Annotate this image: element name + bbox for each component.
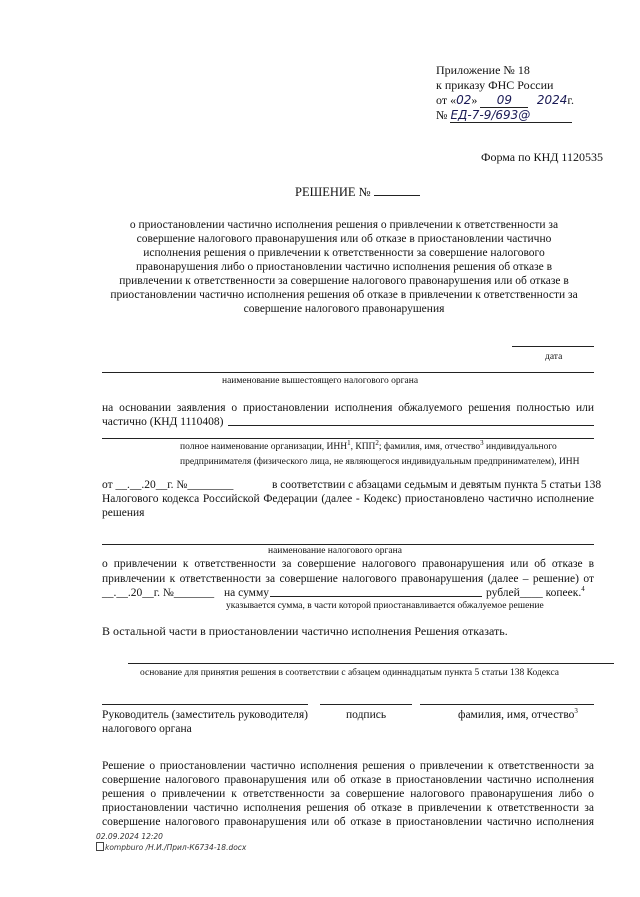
org-caption-line-1 — [180, 438, 557, 453]
head-title-line-1: Руководитель (заместитель руководителя) — [102, 709, 308, 721]
name-caption-text: фамилия, имя, отчество — [458, 709, 575, 721]
org-caption-line-2: предпринимателя (физического лица, не являющегося индивидуальным предпринимателем), ИНН — [180, 457, 580, 467]
decision-clause-line-3c — [486, 586, 585, 600]
head-title-line-2: налогового органа — [102, 723, 192, 735]
name-caption — [458, 708, 578, 722]
closing-line-2: совершение налогового правонарушения или об отказе в приостановлении частично исполнения — [102, 774, 594, 786]
appendix-order: к приказу ФНС России — [436, 78, 554, 92]
closing-line-4: приостановлении частично исполнения решения об отказе в привлечении к ответственности за — [102, 802, 594, 814]
subtitle-line-5: привлечении к ответственности за совершение налогового правонарушения или об отказе в — [119, 275, 569, 287]
rubles-kopecks: рублей____ копеек. — [486, 587, 582, 599]
footnote-3-signature: 3 — [574, 707, 578, 716]
closing-line-1: Решение о приостановлении частично исполнения решения о привлечении к ответственности за — [102, 760, 594, 772]
appendix-title: Приложение № 18 — [436, 63, 530, 77]
number-handwritten: ЕД-7-9/693@ — [450, 108, 531, 122]
refusal-text: В остальной части в приостановлении частично исполнения Решения отказать. — [102, 624, 508, 638]
decision-clause-line-3b: на сумму — [224, 587, 269, 599]
document-icon — [96, 842, 104, 851]
subtitle-line-1: о приостановлении частично исполнения решения о привлечении к ответственности за — [129, 219, 559, 231]
decision-title-text: РЕШЕНИЕ № — [295, 185, 371, 199]
date-day-handwritten: 02 — [456, 93, 472, 107]
org-caption-a: полное наименование организации, ИНН — [180, 442, 348, 452]
subtitle-line-4: правонарушения либо о приостановлении частично исполнения решения об отказе в — [135, 261, 553, 273]
subtitle-line-3: исполнения решения о привлечении к ответственности за совершение налогового — [143, 247, 545, 259]
decision-title — [295, 185, 420, 199]
footer-date: 02.09.2024 12:20 — [96, 832, 163, 841]
date-caption: дата — [545, 352, 563, 362]
date-year-handwritten: 2024 — [536, 93, 568, 107]
from-clause-line-3: решения — [102, 507, 145, 519]
org-caption-c: ; фамилия, имя, отчество — [378, 442, 481, 452]
subtitle-line-2: совершение налогового правонарушения или об отказе в приостановлении частично — [136, 233, 552, 245]
subtitle-line-7: совершение налогового правонарушения — [243, 303, 445, 315]
from-clause-line-2: Налогового кодекса Российской Федерации (далее - Кодекс) приостановлено частично исполнение — [102, 493, 594, 505]
from-clause-line-1a: от __.__.20__г. №________ — [102, 479, 234, 491]
appendix-date — [436, 93, 574, 108]
appendix-number — [436, 108, 572, 123]
tax-authority-line — [102, 544, 594, 545]
higher-authority-line — [102, 372, 594, 373]
signature-line — [320, 704, 412, 705]
from-clause-line-1b: в соответствии с абзацами седьмым и девятым пункта 5 статьи 138 — [272, 479, 602, 491]
tax-authority-caption: наименование налогового органа — [268, 546, 402, 556]
date-month-handwritten: 09 — [496, 93, 513, 107]
form-code: Форма по КНД 1120535 — [481, 150, 603, 164]
decision-clause-line-1: о привлечении к ответственности за совершение налогового правонарушения или об отказе в — [102, 558, 594, 570]
basis-line-2: частично (КНД 1110408) — [102, 416, 224, 428]
date-suffix: г. — [567, 93, 574, 107]
sum-caption: указывается сумма, в части которой приостанавливается обжалуемое решение — [226, 601, 544, 611]
footer-path-text: kompburo /Н.И./Прил-К6734-18.docx — [105, 843, 247, 852]
footer-path — [96, 842, 246, 852]
date-prefix: от « — [436, 93, 457, 107]
decision-clause-line-3a: __.__.20__г. №_______ — [102, 587, 215, 599]
basis-line-1: на основании заявления о приостановлении исполнения обжалуемого решения полностью или — [102, 402, 594, 414]
footnote-4: 4 — [581, 585, 585, 594]
higher-authority-caption: наименование вышестоящего налогового органа — [222, 376, 419, 386]
footnote-3: 3 — [480, 438, 484, 447]
refusal-caption: основание для принятия решения в соответствии с абзацем одиннадцатым пункта 5 статьи 138 Кодекса — [140, 668, 559, 678]
head-title-line — [102, 704, 308, 705]
footnote-2: 2 — [375, 438, 379, 447]
date-mid: » — [471, 93, 478, 107]
decision-number-blank — [374, 185, 420, 196]
name-line — [420, 704, 594, 705]
sum-fill-line — [270, 596, 482, 597]
org-caption-b: , КПП — [350, 442, 376, 452]
date-line — [512, 346, 594, 347]
subtitle-line-6: приостановлении частично исполнения решения об отказе в привлечении к ответственности за — [110, 289, 578, 301]
footnote-1: 1 — [347, 438, 351, 447]
closing-line-5: совершение налогового правонарушения или об отказе в приостановлении частично исполнения — [102, 816, 594, 828]
refusal-basis-line — [128, 663, 614, 664]
org-caption-d: индивидуального — [483, 442, 557, 452]
signature-caption: подпись — [346, 709, 387, 721]
closing-line-3: решения о привлечении к ответственности за совершение налогового правонарушения либо о — [102, 788, 594, 800]
number-prefix: № — [436, 108, 448, 122]
decision-clause-line-2: привлечении к ответственности за совершение налогового правонарушения (далее – решение) от — [102, 573, 594, 585]
basis-fill-line — [228, 425, 594, 426]
